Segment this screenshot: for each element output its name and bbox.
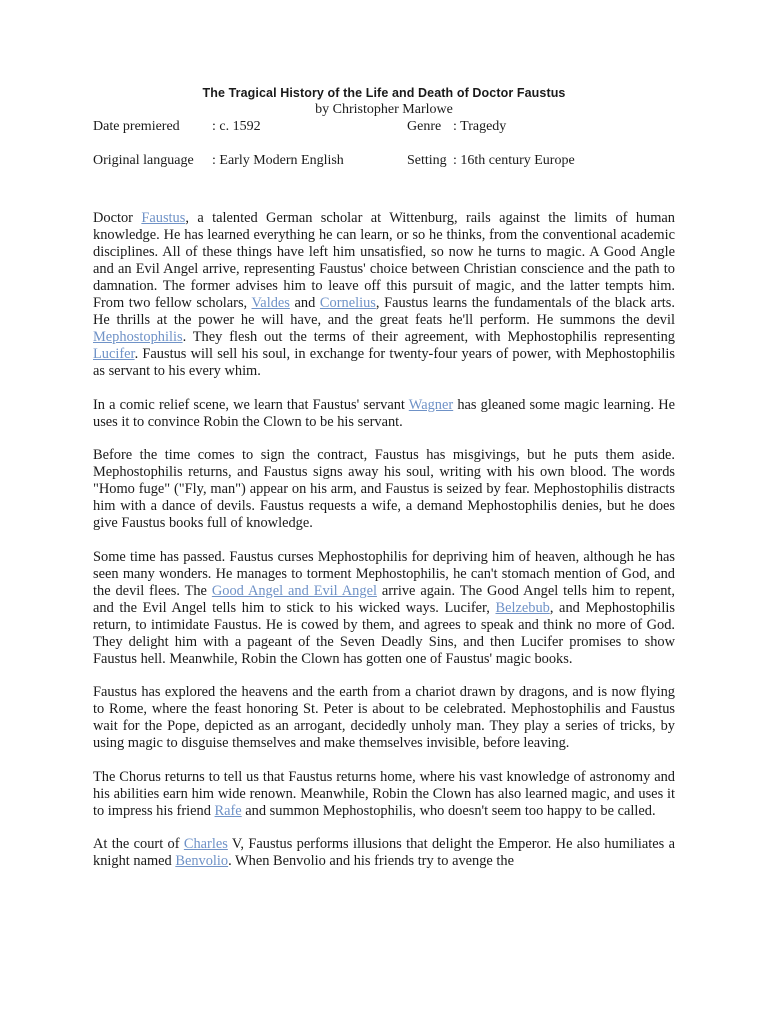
paragraph-text: Some time has passed. Faustus curses Mephostophilis for depriving him of heaven, although he has seen many wonders. He manages to torment Mephostophilis, he can't stomach mention of God, and the devil flees. The (93, 548, 675, 599)
paragraph-text: V, Faustus performs illusions that delight the Emperor. He also humiliates a knight named (93, 836, 675, 869)
inline-link[interactable]: Good Angel and Evil Angel (211, 582, 377, 599)
paragraph-text: arrive again. The Good Angel tells him to repent, and the Evil Angel tells him to stick to his wicked ways. Lucifer, (93, 582, 675, 616)
paragraph-text: . Faustus will sell his soul, in exchange for twenty-four years of power, with Mephostophilis as servant to his every whim. (93, 346, 675, 379)
paragraph-text: Doctor (93, 210, 142, 226)
body-paragraph (93, 769, 675, 820)
inline-link[interactable]: Charles (183, 836, 228, 852)
body-paragraph (93, 836, 675, 870)
paragraph-text: Faustus has explored the heavens and the earth from a chariot drawn by dragons, and is now flying to Rome, where the feast honoring St. Peter is about to be celebrated. Mephostophilis and Faustus wait for the Pope, depicted as an arrogant, decidedly unholy man. They play a series of tricks, by using magic to disguise themselves and make themselves invisible, before leaving. (93, 684, 675, 751)
inline-link[interactable]: Belzebub (495, 599, 550, 616)
paragraph-text: and summon Mephostophilis, who doesn't seem too happy to be called. (241, 802, 656, 819)
setting-value: : 16th century Europe (453, 153, 575, 168)
paragraph-text: . When Benvolio and his friends try to avenge the (228, 853, 514, 869)
date-premiered-value: : c. 1592 (212, 119, 261, 134)
paragraph-text: and (289, 295, 320, 311)
inline-link[interactable]: Lucifer (93, 346, 135, 362)
document-body (93, 210, 675, 887)
document-title: The Tragical History of the Life and Death of Doctor Faustus (202, 86, 566, 100)
original-language-value: : Early Modern English (212, 153, 344, 168)
inline-link[interactable]: Benvolio (175, 853, 229, 869)
setting-label: Setting (407, 153, 447, 168)
body-paragraph (93, 447, 675, 532)
body-paragraph (93, 210, 675, 380)
document-author: by Christopher Marlowe (315, 102, 453, 117)
inline-link[interactable]: Wagner (408, 396, 454, 413)
paragraph-text: The Chorus returns to tell us that Faustus returns home, where his vast knowledge of astronomy and his abilities earn him wide renown. Meanwhile, Robin the Clown has also learned magic, and uses it to impress his friend (93, 768, 675, 819)
inline-link[interactable]: Faustus (141, 210, 186, 226)
paragraph-text: has gleaned some magic learning. He uses it to convince Robin the Clown to be his servant. (93, 396, 675, 430)
inline-link[interactable]: Valdes (251, 295, 290, 311)
paragraph-text: . They flesh out the terms of their agreement, with Mephostophilis representing (182, 329, 675, 345)
inline-link[interactable]: Mephostophilis (93, 329, 183, 345)
paragraph-text: In a comic relief scene, we learn that Faustus' servant (93, 396, 409, 413)
body-paragraph (93, 684, 675, 752)
body-paragraph (93, 549, 675, 668)
paragraph-text: , Faustus learns the fundamentals of the black arts. He thrills at the power he will have, and the great feats he'll perform. He summons the devil (93, 295, 676, 328)
paragraph-text: , and Mephostophilis return, to intimidate Faustus. He is cowed by them, and agrees to speak and think no more of God. They delight him with a pageant of the Seven Deadly Sins, and then Lucifer promises to show Faustus hell. Meanwhile, Robin the Clown has gotten one of Faustus' magic books. (93, 599, 675, 667)
body-paragraph (93, 397, 675, 431)
genre-label: Genre (407, 119, 442, 134)
inline-link[interactable]: Rafe (214, 802, 242, 819)
original-language-label: Original language (93, 153, 194, 168)
paragraph-text: , a talented German scholar at Wittenburg, rails against the limits of human knowledge. He has learned everything he can learn, or so he thinks, from the conventional academic disciplines. All of these things have left him unsatisfied, so now he turns to magic. A Good Angle and an Evil Angel arrive, representing Faustus' choice between Christian conscience and the path to damnation. The former advises him to leave off this pursuit of magic, and the latter tempts him. From two fellow scholars, (93, 210, 675, 311)
inline-link[interactable]: Cornelius (319, 295, 376, 311)
date-premiered-label: Date premiered (93, 119, 180, 134)
paragraph-text: At the court of (93, 836, 184, 852)
genre-value: : Tragedy (453, 119, 507, 134)
paragraph-text: Before the time comes to sign the contract, Faustus has misgivings, but he puts them aside. Mephostophilis returns, and Faustus signs away his soul, writing with his own blood. The words "Homo fuge" ("Fly, man") appear on his arm, and Faustus is seized by fear. Mephostophilis distracts him with a dance of devils. Faustus requests a wife, a demand Mephostophilis denies, but he does give Faustus books full of knowledge. (93, 447, 675, 531)
